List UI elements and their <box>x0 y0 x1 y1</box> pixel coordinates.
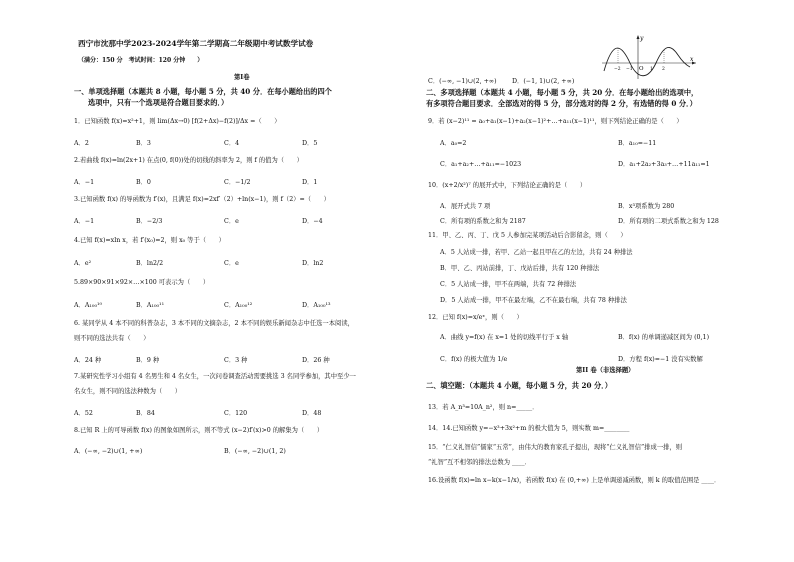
q9-option-a: A．a₀=2 <box>440 140 467 147</box>
q8-option-c: C．(−∞, −1)∪(2, +∞) <box>428 78 497 85</box>
q8-stem: 8.已知 R 上的可导函数 f(x) 的图象如图所示，则不等式 (x−2)f′(x)>0 的解集为（ ） <box>74 427 324 434</box>
q1-option-a: A．2 <box>74 140 89 147</box>
q6-option-d: D．26 种 <box>302 357 330 364</box>
q10-option-a: A．展开式共 7 项 <box>440 203 491 210</box>
q15-stem-line2: “礼智”互不相邻的排法总数为 ____． <box>428 459 531 466</box>
q14-stem: 14．14.已知函数 y=−x³+3x²+m 的极大值为 5，则实数 m=________ <box>428 425 630 432</box>
q11-option-d: D．5 人站成一排，甲不在最左端，乙不在最右端，共有 78 种排法 <box>440 297 627 304</box>
right-column <box>426 0 778 562</box>
q3-stem: 3.已知函数 f(x) 的导函数为 f′(x)，且满足 f(x)=2xf′（2）+ln(x−1)，则 f（2）=（ ） <box>74 196 330 203</box>
section-three-heading: 二、填空题：（本题共 4 小题，每小题 5 分，共 20 分．） <box>426 381 612 390</box>
q12-option-d: D．方程 f(x)=−1 没有实数解 <box>618 356 703 363</box>
q5-option-a: A．A₁₀₀¹⁰ <box>74 302 103 309</box>
q6-option-b: B．9 种 <box>136 357 160 364</box>
q1-option-b: B．3 <box>136 140 151 147</box>
q10-option-d: D．所有项的二项式系数之和为 128 <box>618 218 719 225</box>
q1-stem: 1．已知函数 f(x)=x²+1，则 lim(Δx→0) [f(2+Δx)−f(2)]/Δx =（ ） <box>74 118 281 125</box>
q7-option-d: D．48 <box>302 410 322 417</box>
volume-one-label: 第Ⅰ卷 <box>234 74 250 81</box>
graph-x-label: x <box>690 56 694 63</box>
q4-option-c: C．e <box>224 260 239 267</box>
q15-stem-line1: 15．“仁义礼智信”儒家“五常”，由伟大的教育家孔子提出，现将“仁义礼智信”排成一排，则 <box>428 444 683 451</box>
q2-option-d: D．1 <box>302 179 318 186</box>
q5-option-d: D．A₁₀₀¹³ <box>302 302 331 309</box>
left-column <box>74 0 414 562</box>
exam-meta: （满分：150 分 考试时间：120 分钟 ） <box>78 57 204 64</box>
q9-stem: 9．若 (x−2)¹¹ = a₀+a₁(x−1)+a₂(x−1)²+…+a₁₁(x−1)¹¹，则下列结论正确的是（ ） <box>428 118 683 125</box>
q6-option-c: C．3 种 <box>224 357 248 364</box>
q2-option-a: A．−1 <box>74 179 95 186</box>
q3-option-a: A．−1 <box>74 218 95 225</box>
q9-option-d: D．a₁+2a₂+3a₃+…+11a₁₁=1 <box>618 161 710 168</box>
section-two-heading-2: 有多项符合题目要求．全部选对的得 5 分，部分选对的得 2 分，有选错的得 0 分．） <box>426 99 697 108</box>
q7-stem-line1: 7.某研究性学习小组有 4 名男生和 4 名女生，一次问卷调查活动需要挑选 3 名同学参加，其中至少一 <box>74 373 356 380</box>
derivative-graph <box>598 33 698 81</box>
q5-option-b: B．A₁₀₀¹¹ <box>136 302 165 309</box>
q11-option-c: C．5 人站成一排，甲不在两端，共有 72 种排法 <box>440 281 577 288</box>
q4-option-b: B．ln2/2 <box>136 260 164 267</box>
exam-title: 西宁市沈那中学2023-2024学年第二学期高二年级期中考试数学试卷 <box>78 39 314 48</box>
q10-option-b: B．x³项系数为 280 <box>618 203 675 210</box>
section-two-heading-1: 二、多项选择题（本题共 4 小题，每小题 5 分，共 20 分．在每小题给出的选项中， <box>426 88 699 97</box>
q2-stem: 2.若曲线 f(x)=ln(2x+1) 在点(0, f(0))处的切线的斜率为 2，则 f 的值为（ ） <box>74 157 303 164</box>
q3-option-d: D．−4 <box>302 218 323 225</box>
q4-option-d: D．ln2 <box>302 260 324 267</box>
q7-option-b: B．84 <box>136 410 155 417</box>
q9-option-c: C．a₁+a₂+…+a₁₁=−1023 <box>440 161 522 168</box>
section-one-heading-1: 一、单项选择题（本题共 8 小题，每小题 5 分，共 40 分．在每小题给出的四个 <box>74 87 332 96</box>
graph-tick-1: 1 <box>650 67 653 72</box>
q2-option-b: B．0 <box>136 179 151 186</box>
q11-stem: 11．甲、乙、丙、丁、戊 5 人参加完某项活动后合影留念，则（ ） <box>428 232 627 239</box>
q1-option-c: C．4 <box>224 140 240 147</box>
q8-option-a: A．(−∞, −2)∪(1, +∞) <box>74 448 143 455</box>
q16-stem: 16.设函数 f(x)=ln x−k(x−1/x)，若函数 f(x) 在 (0,+∞) 上是单调递减函数，则 k 的取值范围是 ____． <box>428 477 721 484</box>
q10-option-c: C．所有项的系数之和为 2187 <box>440 218 526 225</box>
volume-two-label: 第II 卷（非选择题） <box>576 367 635 374</box>
q5-stem: 5.89×90×91×92×…×100 可表示为（ ） <box>74 279 210 286</box>
q6-option-a: A．24 种 <box>74 357 102 364</box>
q11-option-a: A．5 人站成一排，若甲、乙站一起且甲在乙的左边，共有 24 种排法 <box>440 249 633 256</box>
q4-option-a: A．e² <box>74 260 92 267</box>
graph-tick-2: 2 <box>662 67 665 72</box>
q6-stem-line2: 则不同的选法共有（ ） <box>74 335 150 342</box>
section-one-heading-2: 选项中，只有一个选项是符合题目要求的．） <box>88 98 229 107</box>
q7-option-c: C．120 <box>224 410 248 417</box>
q4-stem: 4.已知 f(x)=xln x，若 f′(x₀)=2，则 x₀ 等于（ ） <box>74 237 225 244</box>
q1-option-d: D．5 <box>302 140 318 147</box>
q3-option-b: B．−2/3 <box>136 218 163 225</box>
graph-tick-minus-2: −2 <box>614 67 621 72</box>
q11-option-b: B．甲、乙、丙站前排，丁、戊站后排，共有 120 种排法 <box>440 265 600 272</box>
q5-option-c: C．A₁₀₀¹² <box>224 302 253 309</box>
graph-y-label: y <box>640 35 644 42</box>
graph-tick-minus-1: −1 <box>626 67 633 72</box>
q12-option-a: A．曲线 y=f(x) 在 x=1 处的切线平行于 x 轴 <box>440 334 569 341</box>
q7-option-a: A．52 <box>74 410 93 417</box>
q8-option-b: B．(−∞, −2)∪(1, 2) <box>224 448 286 455</box>
q10-stem: 10．(x+2/x²)⁷ 的展开式中，下列结论正确的是（ ） <box>428 182 587 189</box>
q8-option-d: D．(−1, 1)∪(2, +∞) <box>512 78 575 85</box>
q12-stem: 12．已知 f(x)=x/eˣ，则（ ） <box>428 314 523 321</box>
q2-option-c: C．−1/2 <box>224 179 251 186</box>
q6-stem-line1: 6. 某同学从 4 本不同的科普杂志，3 本不同的文摘杂志，2 本不同的娱乐新闻杂志中任选一本阅读， <box>74 320 354 327</box>
q12-option-c: C．f(x) 的极大值为 1/e <box>440 356 508 363</box>
q3-option-c: C．e <box>224 218 239 225</box>
q12-option-b: B．f(x) 的单调递减区间为 (0,1) <box>618 334 710 341</box>
q7-stem-line2: 名女生，则不同的选法种数为（ ） <box>74 388 182 395</box>
graph-origin-label: O <box>639 66 644 72</box>
q13-stem: 13．若 A_n³=10A_n²，则 n=_____． <box>428 404 539 411</box>
q9-option-b: B．a₁₀=−11 <box>618 140 657 147</box>
